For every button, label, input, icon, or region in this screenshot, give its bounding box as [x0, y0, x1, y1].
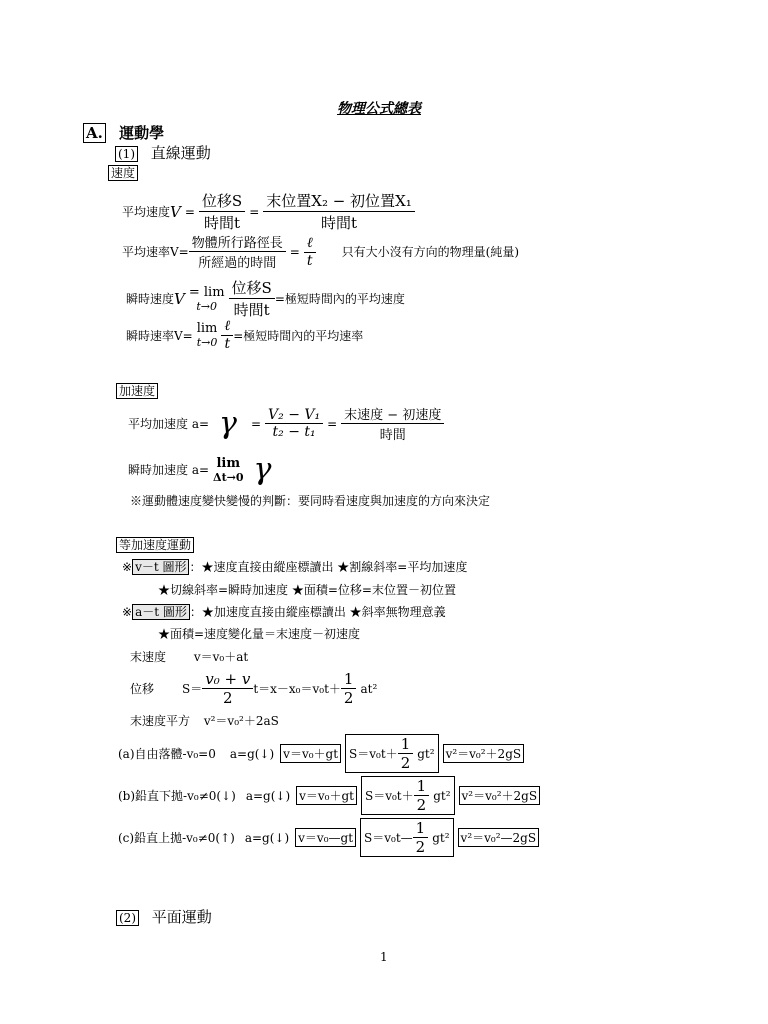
section-letter: A.	[83, 123, 106, 143]
free-fall-row: (a)自由落體-v₀=0 a=g(↓) v＝v₀＋gt S＝v₀t＋ $\frac{1}{2}$ gt² v²＝v₀²＋2gS	[118, 734, 524, 773]
acceleration-label: 加速度	[116, 383, 158, 399]
equals-sign: =	[184, 204, 195, 219]
avg-velocity-label: 平均速度	[122, 205, 171, 219]
uniform-accel-label: 等加速度運動	[116, 537, 194, 553]
speed-label: 速度	[108, 165, 138, 181]
subsection-number: (2)	[116, 910, 139, 926]
limit: lim Δt→0	[213, 455, 244, 484]
vt-graph-line-2: ★切線斜率=瞬時加速度 ★面積=位移=末位置－初位置	[158, 583, 456, 597]
equals-sign: =	[289, 244, 300, 259]
gamma-symbol: γ	[219, 406, 237, 441]
inst-velocity-desc: =極短時間內的平均速度	[274, 292, 405, 306]
fraction: $\frac{\text{末速度 − 初速度}}{\text{時間}}$	[341, 404, 444, 443]
velocity-symbol: V	[170, 202, 181, 221]
formula-box: v＝v₀—gt	[295, 828, 356, 847]
inst-speed-label: 瞬時速率V=	[126, 328, 193, 343]
section-a-heading	[83, 122, 164, 143]
limit: lim t→0	[196, 321, 218, 349]
at-graph-line-1: ※ a－t 圖形 ：★加速度直接由縱座標讀出 ★斜率無物理意義	[122, 605, 446, 619]
displacement-formula: 位移 S＝ $\frac{\text{v₀ + v}}{2}$ t＝x－x₀＝v₀t＋ $\frac{1}{2}$ at²	[130, 670, 378, 707]
fraction: $\frac{\text{物體所行路徑長}}{\text{所經過的時間}}$	[189, 232, 286, 271]
section-title: 運動學	[119, 124, 165, 142]
equals-sign: =	[249, 204, 260, 219]
avg-accel-label: 平均加速度 a=	[128, 417, 210, 431]
fraction: $\frac{\text{ℓ}}{t}$	[221, 318, 233, 352]
avg-speed-label: 平均速率V=	[122, 245, 189, 259]
fraction: $\frac{\text{v₀ + v}}{2}$	[202, 670, 253, 707]
inst-speed-desc: =極短時間內的平均速率	[233, 328, 364, 343]
equals-sign: =	[327, 416, 338, 431]
fraction: $\frac{\text{末位置X₂ − 初位置X₁}}{\text{時間t}}$	[263, 190, 415, 233]
throw-up-row: (c)鉛直上拋-v₀≠0(↑) a=g(↓) v＝v₀—gt S＝v₀t— $\frac{1}{2}$ gt² v²＝v₀²—2gS	[118, 818, 539, 857]
avg-velocity-formula	[122, 190, 415, 233]
subsection-title: 平面運動	[151, 908, 212, 926]
subsection-title: 直線運動	[150, 144, 211, 162]
subsection-number: (1)	[115, 146, 138, 162]
limit: = lim t→0	[188, 284, 225, 313]
fraction: $\frac{\text{位移S}}{\text{時間t}}$	[229, 277, 275, 320]
at-graph-line-2: ★面積=速度變化量＝末速度－初速度	[158, 627, 361, 641]
formula-box: v＝v₀＋gt	[280, 744, 341, 763]
velocity-symbol: V	[174, 289, 185, 308]
vt-graph-label: v－t 圖形	[132, 559, 189, 575]
formula-box: v²＝v₀²＋2gS	[459, 786, 541, 805]
fraction: $\frac{1}{2}$	[341, 670, 357, 707]
page-number: 1	[380, 950, 388, 964]
formula-box: v²＝v₀²—2gS	[458, 828, 540, 847]
avg-speed-formula	[122, 232, 519, 271]
formula-box: S＝v₀t— $\frac{1}{2}$ gt²	[360, 818, 454, 857]
formula-box: v＝v₀＋gt	[296, 786, 357, 805]
formula-box: S＝v₀t＋ $\frac{1}{2}$ gt²	[345, 734, 439, 773]
formula-box: S＝v₀t＋ $\frac{1}{2}$ gt²	[361, 776, 455, 815]
inst-velocity-label: 瞬時速度	[126, 292, 175, 306]
inst-speed-formula	[126, 318, 363, 352]
equals-sign: =	[250, 416, 262, 431]
scalar-note: 只有大小沒有方向的物理量(純量)	[341, 245, 520, 259]
inst-accel-formula	[128, 452, 271, 487]
subsection-2-heading	[116, 906, 212, 927]
avg-accel-formula	[128, 404, 444, 443]
at-graph-label: a－t 圖形	[132, 604, 190, 620]
inst-accel-label: 瞬時加速度 a=	[128, 463, 210, 477]
subsection-1-heading	[115, 142, 211, 163]
fraction: $\frac{\text{V₂ − V₁}}{\text{t₂ − t₁}}$	[265, 407, 323, 440]
accel-direction-note: ※運動體速度變快變慢的判斷：要同時看速度與加速度的方向來決定	[130, 494, 491, 508]
document-title: 物理公式總表	[337, 101, 421, 117]
fraction: $\frac{\text{位移S}}{\text{時間t}}$	[199, 190, 245, 233]
inst-velocity-formula	[126, 277, 405, 320]
fraction: $\frac{\text{ℓ}}{t}$	[304, 235, 316, 269]
gamma-symbol: γ	[253, 452, 272, 487]
final-velocity-squared-formula: 末速度平方 v²＝v₀²＋2aS	[130, 714, 279, 728]
formula-box: v²＝v₀²＋2gS	[443, 744, 525, 763]
final-velocity-formula: 末速度 v＝v₀＋at	[130, 650, 249, 664]
vt-graph-line-1: ※ v－t 圖形 ：★速度直接由縱座標讀出 ★割線斜率=平均加速度	[122, 560, 468, 574]
throw-down-row: (b)鉛直下拋-v₀≠0(↓) a=g(↓) v＝v₀＋gt S＝v₀t＋ $\frac{1}{2}$ gt² v²＝v₀²＋2gS	[118, 776, 540, 815]
